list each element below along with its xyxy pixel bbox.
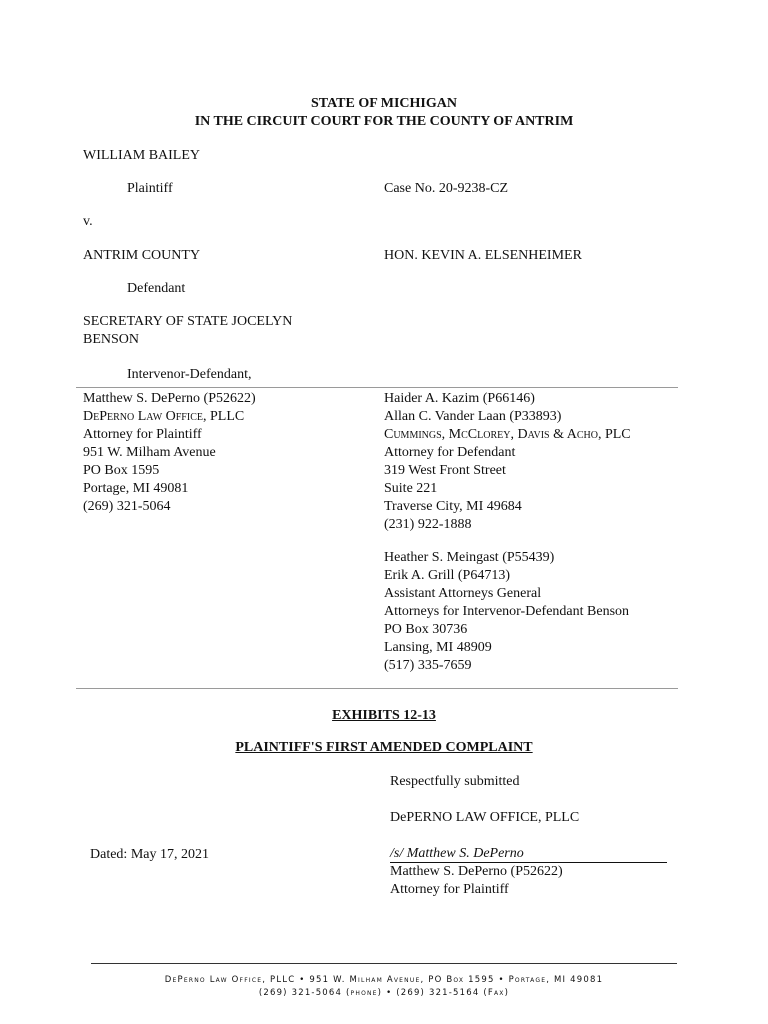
counsel-plaintiff-line: Matthew S. DePerno (P52622) [83,391,256,406]
respectfully-submitted: Respectfully submitted [390,774,520,789]
case-number: Case No. 20-9238-CZ [384,181,509,196]
defendant-name: ANTRIM COUNTY [83,248,201,263]
counsel-intervenor-line: PO Box 30736 [384,622,468,637]
signer-name: Matthew S. DePerno (P52622) [390,864,563,879]
footer-address: DePerno Law Office, PLLC • 951 W. Milham Avenue, PO Box 1595 • Portage, MI 49081 [164,975,604,985]
footer-phone: (269) 321-5064 (phone) • (269) 321-5164 (Fax) [258,988,510,998]
counsel-plaintiff-line: (269) 321-5064 [83,499,171,514]
counsel-intervenor-block [384,549,629,675]
counsel-plaintiff-line: 951 W. Milham Avenue [83,445,216,460]
counsel-defendant-line: Cummings, McClorey, Davis & Acho, PLC [384,427,631,442]
counsel-defendant-line: Traverse City, MI 49684 [384,499,522,514]
footer-rule [91,963,677,964]
court-state: STATE OF MICHIGAN [311,96,457,111]
counsel-plaintiff-block [83,390,256,516]
counsel-intervenor-line: Heather S. Meingast (P55439) [384,550,555,565]
counsel-defendant-line: Attorney for Defendant [384,445,516,460]
counsel-defendant-block [384,390,631,534]
counsel-plaintiff-line: DePerno Law Office, PLLC [83,409,245,424]
date-line: Dated: May 17, 2021 [90,847,209,862]
firm-name: DePERNO LAW OFFICE, PLLC [390,810,580,825]
counsel-intervenor-line: Erik A. Grill (P64713) [384,568,510,583]
plaintiff-role: Plaintiff [127,181,173,196]
plaintiff-name: WILLIAM BAILEY [83,148,201,163]
counsel-plaintiff-line: PO Box 1595 [83,463,160,478]
intervenor-name-line1: SECRETARY OF STATE JOCELYN [83,314,293,329]
counsel-intervenor-line: Lansing, MI 48909 [384,640,492,655]
counsel-defendant-line: Allan C. Vander Laan (P33893) [384,409,562,424]
counsel-plaintiff-line: Attorney for Plaintiff [83,427,202,442]
counsel-defendant-line: 319 West Front Street [384,463,506,478]
counsel-intervenor-line: Attorneys for Intervenor-Defendant Benson [384,604,630,619]
counsel-plaintiff-line: Portage, MI 49081 [83,481,189,496]
judge-name: HON. KEVIN A. ELSENHEIMER [384,248,582,263]
signer-role: Attorney for Plaintiff [390,882,509,897]
counsel-intervenor-line: Assistant Attorneys General [384,586,542,601]
intervenor-role: Intervenor-Defendant, [127,367,252,382]
complaint-heading: PLAINTIFF'S FIRST AMENDED COMPLAINT [235,740,533,755]
exhibits-heading: EXHIBITS 12-13 [332,708,436,723]
counsel-defendant-line: Haider A. Kazim (P66146) [384,391,535,406]
counsel-divider [76,688,678,689]
versus: v. [83,214,93,229]
defendant-role: Defendant [127,281,186,296]
caption-divider [76,387,678,388]
counsel-intervenor-line: (517) 335-7659 [384,658,472,673]
counsel-defendant-line: Suite 221 [384,481,438,496]
intervenor-name-line2: BENSON [83,332,140,347]
counsel-defendant-line: (231) 922-1888 [384,517,472,532]
court-name: IN THE CIRCUIT COURT FOR THE COUNTY OF ANTRIM [194,114,574,129]
signature-line: /s/ Matthew S. DePerno [390,846,667,863]
